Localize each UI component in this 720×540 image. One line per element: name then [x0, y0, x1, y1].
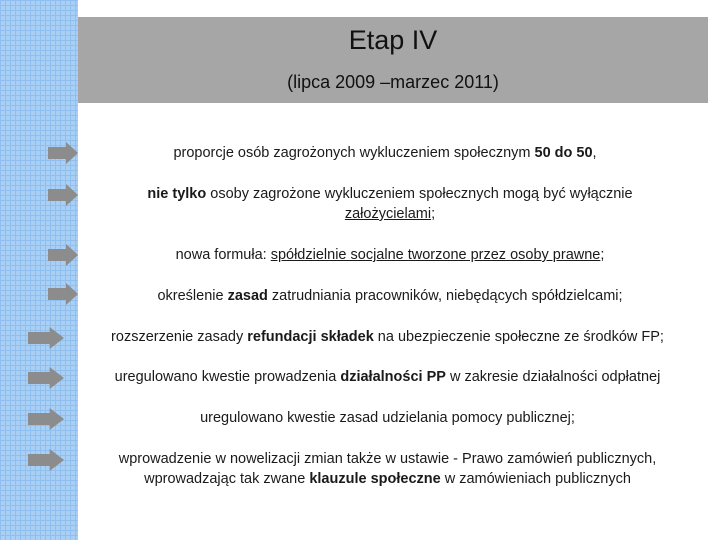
list-item	[90, 184, 690, 224]
text-segment: wprowadzając tak zwane	[144, 471, 310, 487]
text-segment: zatrudniania pracowników, niebędących spółdzielcami;	[267, 288, 623, 304]
list-item-line	[60, 408, 715, 428]
text-segment: uregulowano kwestie prowadzenia	[114, 369, 341, 385]
text-segment: na ubezpieczenie społeczne ze środków FP;	[373, 329, 664, 345]
list-item	[90, 286, 690, 306]
text-segment: w zamówieniach publicznych	[440, 471, 631, 487]
list-item	[60, 327, 715, 347]
text-segment: osoby zagrożone wykluczeniem społecznych mogą być wyłącznie	[206, 186, 633, 202]
arrow-bullet-icon	[28, 408, 64, 430]
list-item-line	[60, 449, 715, 469]
arrow-bullet-icon	[28, 367, 64, 389]
arrow-bullet-icon	[48, 244, 78, 266]
text-segment: działalności PP	[340, 369, 446, 385]
text-segment: wprowadzenie w nowelizacji zmian także w ustawie - Prawo zamówień publicznych,	[118, 451, 657, 467]
list-item-line	[90, 245, 690, 265]
list-item	[100, 143, 670, 163]
text-segment: refundacji składek	[247, 329, 374, 345]
list-item-line	[90, 184, 690, 204]
list-item-line	[90, 204, 690, 224]
list-item-line	[100, 143, 670, 163]
text-segment: spółdzielnie socjalne tworzone przez osoby prawne	[270, 247, 601, 263]
text-segment: założycielami	[344, 206, 432, 222]
text-segment: w zakresie działalności odpłatnej	[445, 369, 661, 385]
list-item	[60, 449, 715, 489]
page-title: Etap IV	[348, 25, 438, 55]
arrow-bullet-icon	[48, 283, 78, 305]
list-item-line	[90, 286, 690, 306]
text-segment: klauzule społeczne	[309, 471, 441, 487]
text-segment: ;	[600, 247, 605, 263]
text-segment: 50 do 50	[534, 145, 593, 161]
page-subtitle: (lipca 2009 –marzec 2011)	[287, 72, 499, 92]
arrow-bullet-icon	[48, 142, 78, 164]
list-item	[90, 245, 690, 265]
text-segment: określenie	[157, 288, 228, 304]
text-segment: uregulowano kwestie zasad udzielania pomocy publicznej;	[200, 410, 575, 426]
text-segment: zasad	[227, 288, 268, 304]
list-item-line	[60, 469, 715, 489]
text-segment: ,	[592, 145, 597, 161]
list-item-line	[60, 367, 715, 387]
text-segment: ;	[431, 206, 436, 222]
text-segment: rozszerzenie zasady	[111, 329, 248, 345]
arrow-bullet-icon	[48, 184, 78, 206]
text-segment: nie tylko	[147, 186, 207, 202]
text-segment: proporcje osób zagrożonych wykluczeniem społecznym	[173, 145, 535, 161]
list-item-line	[60, 327, 715, 347]
list-item	[60, 367, 715, 387]
arrow-bullet-icon	[28, 327, 64, 349]
header-banner	[78, 17, 708, 103]
list-item	[60, 408, 715, 428]
text-segment: nowa formuła:	[175, 247, 271, 263]
arrow-bullet-icon	[28, 449, 64, 471]
